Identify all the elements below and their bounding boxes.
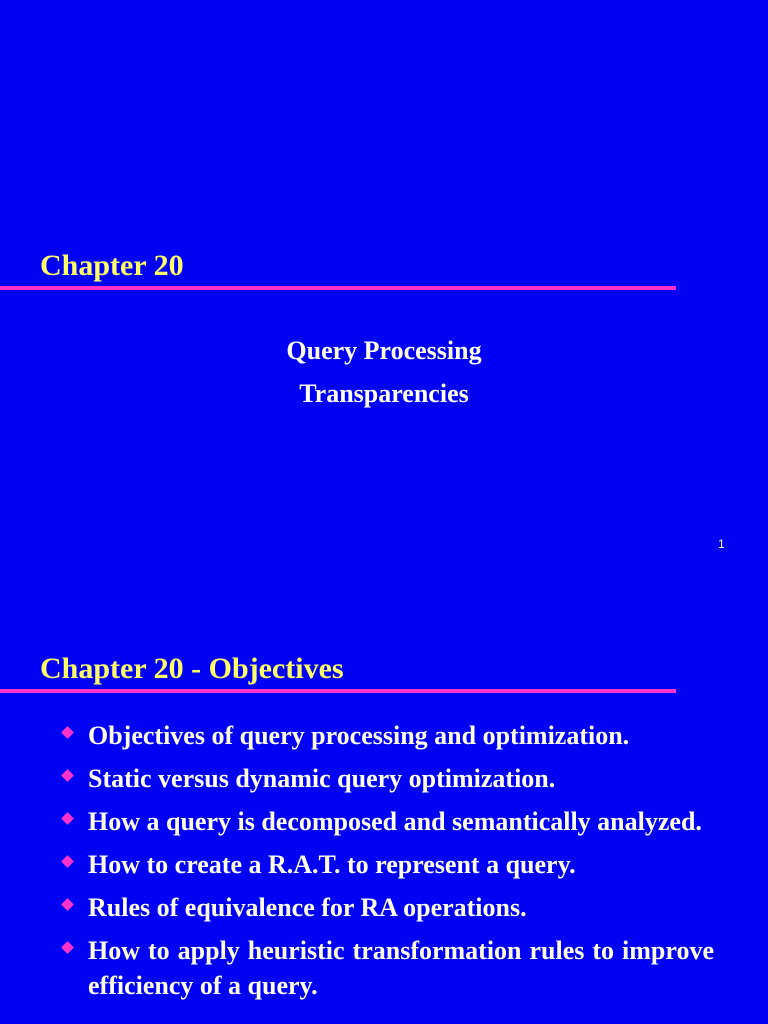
objectives-title: Chapter 20 - Objectives: [40, 652, 344, 685]
diamond-bullet-icon: [61, 941, 74, 954]
diamond-bullet-icon: [61, 898, 74, 911]
subtitle-line: Query Processing: [286, 336, 482, 365]
title-underline: [0, 286, 676, 290]
objective-text: How to create a R.A.T. to represent a query.: [88, 850, 576, 879]
objective-item: [0, 890, 714, 925]
objective-item: [0, 761, 714, 796]
diamond-bullet-icon: [61, 726, 74, 739]
diamond-bullet-icon: [61, 855, 74, 868]
objective-text: Objectives of query processing and optimization.: [88, 721, 630, 750]
objective-text: How to apply heuristic transformation rules to improve efficiency of a query.: [88, 936, 714, 1000]
objective-item: [0, 933, 714, 1003]
subtitle-line: Transparencies: [299, 379, 469, 408]
objectives-list: [0, 718, 714, 1011]
objective-text: How a query is decomposed and semantically analyzed.: [88, 807, 702, 836]
objective-item: [0, 804, 714, 839]
page-number: 1: [718, 537, 725, 551]
objective-item: [0, 847, 714, 882]
objective-text: Rules of equivalence for RA operations.: [88, 893, 527, 922]
diamond-bullet-icon: [61, 769, 74, 782]
chapter-title: Chapter 20: [40, 249, 184, 282]
diamond-bullet-icon: [61, 812, 74, 825]
objectives-title-underline: [0, 689, 676, 693]
objectives-slide: [0, 570, 768, 1024]
objective-item: [0, 718, 714, 753]
objective-text: Static versus dynamic query optimization.: [88, 764, 556, 793]
